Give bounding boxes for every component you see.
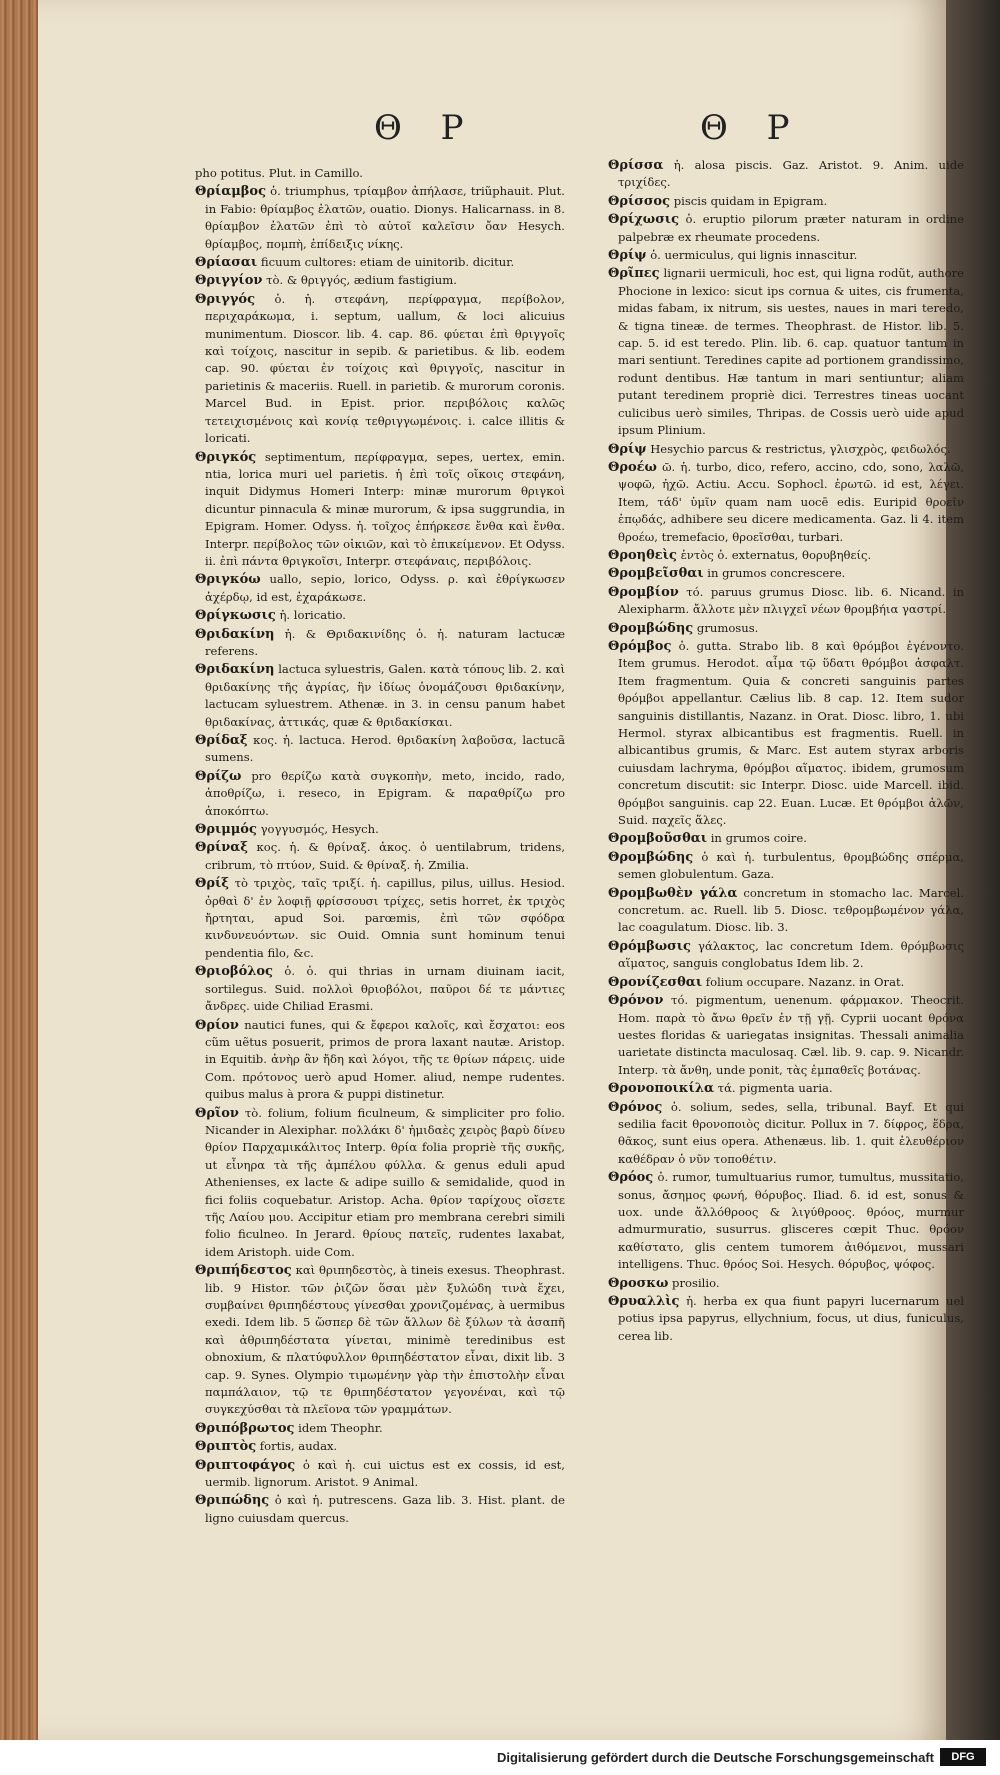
entry-definition: τὸ. folium, folium ficulneum, & simpliciter pro folio. Nicander in Alexiphar. πολλάκι δ' ἡμιδαὲς χειρὸς βαρὺ δίνευ θρίον Παρχαμικάλιτος Interp. θρία folia propriè τῆς συκῆς, ut εἶνηρα τὰ τῆς ἀμπέλου φύλλα. & genus eduli apud Athenienses, ex lacte & adipe suillo & semidalide, quod in fici foliis coquebatur. Aristop. Acha. θρίον ταρίχους οἴσετε τῆς Λαίου μου. Accipitur etiam pro membrana cerebri simili folio ficulneo. In Jerard. θρίους πατεῖς, rudentes laxabat, idem Aristoph. uide Com.: [205, 1105, 565, 1259]
entry-definition: pro θερίζω κατὰ συγκοπὴν, meto, incido, rado, ἀποθρίζω, i. reseco, in Epigram. & παραθρίζω pro ἀποκόπτω.: [205, 768, 566, 818]
dictionary-entry: [608, 211, 964, 246]
entry-definition: ὁ. rumor, tumultuarius rumor, tumultus, mussitatio, sonus, ἄσημος φωνή, θόρυβος. Iliad. δ. id est, sonus & uox. unde ἄλλόθροος & λιγύθροος. θρόος, murmur admurmuratio, susurrus. glisceres cœpit Thuc. θρόον καθίστατο, glis centem tumorem ἀιθόμενοι, mussari intelligens. Thuc. θρόος Soi. Hesych. θόρυβος, ψόφος.: [618, 1170, 964, 1272]
entry-headword: Θρίον: [195, 1017, 239, 1033]
entry-definition: Hesychio parcus & restrictus, γλισχρὸς, φειδωλός.: [650, 441, 951, 456]
entry-definition: ὁ. gutta. Strabo lib. 8 καὶ θρόμβοι ἐγένοντο. Item grumus. Herodot. αἷμα τῷ ὕδατι θρόμβοι ἀσφαλτ. Item fragmentum. Quia & concreti sanguinis partes θρόμβοι appellantur. Cælius lib. 8 cap. 12. Item sudor sanguinis distillantis, Nazanz. in Orat. Diosc. libro, 1. ubi Hermol. styrax albicantibus est fragmentis. Ruell. in albicantibus grumis, & Marc. Est autem styrax arboris cuiusdam lachryma, θρόμβοι αἵματος. ibidem, grumosum concretum discutit: sic Interpr. Diosc. uide Marcell. ibid. θρόμβοι sanguinis. cap 22. Euan. Lucæ. Et θρόμβοι ἁλῶν, Suid. παχεῖς ἅλες.: [618, 638, 964, 828]
dictionary-entry: [608, 849, 964, 884]
right-column: [608, 157, 964, 1346]
entry-headword: Θρῖπες: [608, 266, 660, 282]
dictionary-entry: [608, 1275, 964, 1292]
entry-headword: Θριδακίνη: [195, 626, 275, 642]
entry-definition: κος. ἡ. & θρίναξ. ἀκος. ὁ uentilabrum, tridens, cribrum, τὸ πτύον, Suid. & θρίναξ. ἡ. Zmilia.: [205, 840, 566, 872]
entry-headword: Θριγκόω: [195, 572, 261, 588]
entry-headword: Θριγκός: [195, 449, 257, 465]
dictionary-entry: [608, 459, 964, 546]
dictionary-entry: [608, 1293, 964, 1345]
left-column: [195, 165, 565, 1528]
entry-headword: Θρόος: [608, 1170, 654, 1186]
entry-headword: Θριπώδης: [195, 1493, 270, 1509]
dictionary-entry: [195, 183, 565, 253]
entry-headword: Θρίζω: [195, 768, 242, 784]
entry-headword: Θρόμβωσις: [608, 938, 691, 954]
entry-definition: folium occupare. Nazanz. in Orat.: [705, 974, 905, 989]
entry-definition: ὁ καὶ ἡ. putrescens. Gaza lib. 3. Hist. plant. de ligno cuiusdam quercus.: [205, 1493, 565, 1525]
entry-definition: uallo, sepio, lorico, Odyss. ρ. καὶ ἐθρίγκωσεν ἀχέρδῳ, id est, ἐχαράκωσε.: [205, 572, 565, 604]
dictionary-entry: [195, 607, 565, 624]
entry-headword: Θριπήδεστος: [195, 1263, 292, 1279]
funding-credit: Digitalisierung gefördert durch die Deutsche Forschungsgemeinschaft: [496, 1750, 934, 1765]
entry-headword: Θρόνον: [608, 993, 664, 1009]
entry-headword: Θρομβεῖσθαι: [608, 566, 704, 582]
footer-bar: [0, 1740, 1000, 1775]
entry-definition: piscis quidam in Epigram.: [673, 193, 828, 208]
dictionary-entry: [195, 626, 565, 661]
entry-definition: γογγυσμός, Hesych.: [260, 822, 379, 837]
entry-definition: grumosus.: [696, 620, 759, 635]
entry-headword: Θρίσσα: [608, 158, 664, 173]
dictionary-entry: [195, 1017, 565, 1104]
entry-definition: τὸ τριχὸς, ταῖς τριξί. ἡ. capillus, pilus, uillus. Hesiod. ὀρθαὶ δ' ἐν λοφιῇ φρίσσουσι τρίχες, setis horret, ἐκ τριχὸς ἤρτηται, apud Soi. parœmis, ἐπὶ τῶν σφόδρα κινδυνευόντων. sic Ouid. Omnia sunt hominum tenui pendentia filo, &c.: [205, 876, 566, 960]
dictionary-entry: [195, 254, 565, 271]
dictionary-entry: [608, 565, 964, 582]
dictionary-entry: [195, 661, 565, 731]
entry-definition: ῶ. ἡ. turbo, dico, refero, accino, cdo, sono, λαλῶ, ψοφῶ, ἠχῶ. Actiu. Accu. Sophocl. ἐρωτῶ. id est, λέγει. Item, τάδ' ὑμῖν quam nam uocē edis. Euripid θροεῖν ἐπῳδάς, adhibere seu dicere medicamenta. Gaz. li 4. item θροέω, tremefacio, θροεῖσθαι, turbari.: [618, 459, 965, 544]
book-page-edges: [0, 0, 38, 1775]
dictionary-entry: [195, 1492, 565, 1527]
dictionary-entry: [608, 584, 964, 619]
entry-headword: Θρίδαξ: [195, 733, 248, 748]
entry-definition: in grumos coire.: [710, 831, 807, 846]
dictionary-entry: [195, 272, 565, 289]
entry-definition: ficuum cultores: etiam de uinitorib. dicitur.: [260, 255, 515, 270]
entry-headword: Θριοβόλος: [195, 964, 273, 980]
entry-definition: ὁ καὶ ἡ. cui uictus est ex cossis, id est, uermib. lignorum. Aristot. 9 Animal.: [205, 1457, 565, 1490]
entry-definition: septimentum, περίφραγμα, sepes, uertex, emin. ntia, lorica muri uel parietis. ἡ ἐπὶ τοῖς οἴκοις στεφάνη, inquit Didymus Homeri Interp: minæ murorum θριγκοὶ dicuntur pinnacula & minæ murorum, & ipsa suggrundia, in Epigram. Homer. Odyss. ἡ. τοῖχος ἐπήρκεσε ἔνθα καὶ ἔνθα. Interpr. περίβολος τῶν οἰκιῶν, καὶ τὸ ἐπικείμενον. Et Odyss. ii. ἐπὶ πάντα θριγκοῖσι, Interpr. στεφάναις, περιβόλοις.: [205, 449, 566, 568]
dictionary-entry: [608, 974, 964, 991]
entry-headword: Θρίγκωσις: [195, 608, 276, 624]
dictionary-entry: [195, 1262, 565, 1419]
dictionary-entry: [195, 571, 565, 606]
entry-headword: Θρόμβος: [608, 638, 672, 654]
dictionary-entry: [608, 157, 964, 192]
entry-definition: τό. pigmentum, uenenum. φάρμακον. Theocrit. Hom. παρὰ τὸ ἄνω θρεῖν ἐν τῇ γῇ. Cyprii uocant θρόνα uestes floridas & uariegatas insignitas. Thessali animalia uarietate distincta maculosaq. Cæl. lib. 9. cap. 9. Nicandr. Interp. τὰ ἄνθη, unde ponit, τὰς ἐμπαθεῖς βοτάνας.: [618, 993, 965, 1077]
entry-definition: nautici funes, qui & ἔφεροι καλοῖς, καὶ ἔσχατοι: eos cũm uẽtus posuerit, primos de prora laxant nautæ. Aristop. in Equitib. ἀνὴρ ἂν ἤδη καὶ λόγοι, τῆς τε θρίων πάρεις. uide Com. πρότονος uerò apud Homer. aliud, nempe rudentes. quibus malus à prora & puppi distinetur.: [205, 1017, 565, 1102]
entry-definition: ὁ. uermiculus, qui lignis innascitur.: [650, 248, 858, 263]
dictionary-entry: [195, 1457, 565, 1492]
entry-definition: ἡ. herba ex qua fiunt papyri lucernarum uel potius ipsa papyrus, ellychnium, focus, ut dius, funiculus, cerea lib.: [618, 1294, 965, 1343]
entry-definition: τά. pigmenta uaria.: [717, 1081, 833, 1096]
entry-headword: Θρονίζεσθαι: [608, 974, 703, 990]
dictionary-entry: [608, 193, 964, 210]
entry-headword: Θρίαμβος: [195, 184, 266, 200]
dictionary-entry: [195, 732, 565, 767]
entry-headword: Θροηθεὶς: [608, 547, 677, 563]
page-header-left: Θ Ρ: [374, 108, 478, 148]
dictionary-entry: [608, 247, 964, 264]
page-header-right: Θ Ρ: [700, 108, 804, 148]
dictionary-entry: [195, 963, 565, 1015]
dictionary-entry: [195, 875, 565, 962]
entry-headword: Θρίασαι: [195, 255, 258, 271]
dictionary-entry: [608, 830, 964, 847]
entry-headword: Θρομβωθὲν γάλα: [608, 885, 738, 901]
dictionary-entry: [608, 938, 964, 973]
entry-headword: Θροσκω: [608, 1275, 669, 1291]
entry-headword: Θρονοποικίλα: [608, 1081, 714, 1097]
entry-headword: Θρομβώδης: [608, 849, 694, 865]
entry-headword: Θριγγίον: [195, 273, 263, 289]
entry-headword: Θρυαλλὶς: [608, 1294, 680, 1309]
entry-definition: concretum in stomacho lac. Marcel. concretum. ac. Ruell. lib 5. Diosc. τεθρομβωμένον γάλα, lac coagulatum. Diosc. lib. 3.: [618, 885, 965, 935]
entry-headword: Θριδακίνη: [195, 662, 275, 678]
entry-headword: Θρίψ: [608, 441, 647, 457]
entry-headword: Θριπτοφάγος: [195, 1457, 296, 1473]
entry-definition: in grumos concrescere.: [707, 566, 846, 581]
entry-headword: Θρῖον: [195, 1105, 239, 1121]
entry-headword: Θρομβώδης: [608, 620, 694, 636]
dictionary-entry: [608, 1099, 964, 1169]
dictionary-entry: [608, 620, 964, 637]
dictionary-entry: [195, 768, 565, 820]
dictionary-entry: [608, 885, 964, 937]
dictionary-entry: [608, 992, 964, 1079]
entry-definition: κος. ἡ. lactuca. Herod. θριδακίνη λαβοῦσα, lactucã sumens.: [205, 733, 565, 765]
dictionary-entry: [195, 291, 565, 448]
entry-headword: Θρομβίον: [608, 584, 679, 600]
dictionary-entry: [195, 1438, 565, 1455]
entry-definition: pho potitus. Plut. in Camillo.: [195, 166, 363, 180]
entry-definition: ἡ. alosa piscis. Gaz. Aristot. 9. Anim. uide τριχίδες.: [618, 158, 965, 190]
dictionary-entry: [608, 265, 964, 439]
dictionary-entry: [195, 165, 565, 182]
dictionary-entry: [608, 547, 964, 564]
entry-definition: ὁ. ἡ. στεφάνη, περίφραγμα, περίβολον, περιχαράκωμα, i. septum, uallum, & loci alicuius munimentum. Dioscor. lib. 4. cap. 86. φύεται ἐπὶ θριγγοῖς καὶ τοίχοις, nascitur in sepib. & parietibus. & lib. eodem cap. 90. φύεται ἐν τοίχοις καὶ θριγγοῖς, nascitur in parietinis & maceriis. Ruell. in parietib. & murorum coronis. Marcel Bud. in Epist. prior. περιβόλοις καλῶς τετειχισμένοις καὶ κονίᾳ τεθριγγωμένοις. i. calce illitis & loricati.: [205, 291, 565, 446]
dictionary-entry: [195, 449, 565, 571]
entry-headword: Θρίψ: [608, 248, 647, 264]
entry-headword: Θρίχωσις: [608, 212, 679, 228]
entry-definition: prosilio.: [672, 1275, 720, 1290]
entry-headword: Θρόνος: [608, 1099, 663, 1115]
entry-headword: Θρίσσος: [608, 193, 671, 209]
entry-headword: Θριπόβρωτος: [195, 1420, 295, 1436]
entry-definition: τό. paruus grumus Diosc. lib. 6. Nicand. in Alexipharm. ἄλλοτε μὲν πλιγχεῖ νέων θρομβήια γαστρί.: [618, 584, 964, 617]
entry-definition: ἐντὸς ὁ. externatus, θορυβηθείς.: [680, 547, 872, 562]
entry-definition: ὁ. solium, sedes, sella, tribunal. Bayf. Et qui sedilia facit θρονοποιὸς dicitur. Pollux in 7. δίφρος, ἕδρα, θᾶκος, sunt eius opera. Athenæus. lib. 1. quit ἐλευθέριον καθέδραν ὁ νῦν τοποθέτιν.: [618, 1099, 965, 1166]
dictionary-entry: [195, 1105, 565, 1262]
entry-headword: Θριμμός: [195, 822, 257, 838]
entry-definition: fortis, audax.: [259, 1439, 338, 1454]
entry-headword: Θριγγός: [195, 291, 256, 307]
entry-headword: Θρίναξ: [195, 840, 248, 856]
entry-definition: ὁ καὶ ἡ. turbulentus, θρομβώδης σπέρμα, semen globulentum. Gaza.: [618, 849, 964, 882]
entry-definition: γάλακτος, lac concretum Idem. θρόμβωσις αἵματος, sanguis conglobatus Idem lib. 2.: [618, 938, 965, 971]
entry-headword: Θροέω: [608, 459, 657, 475]
entry-definition: καὶ θριπηδεστὸς, à tineis exesus. Theophrast. lib. 9 Histor. τῶν ῥιζῶν ὅσαι μὲν ξυλώδη τινὰ ἔχει, συμβαίνει θριπηδέστους γίνεσθαι χρονιζομένας, à uermibus exedi. Idem lib. 5 ὥσπερ δὲ τῶν ἄλλων δὲ ξύλων τὰ ἀσαπῆ καὶ ἀθριπηδέστατα γίνεται, minimè teredinibus est obnoxium, & πλατύφυλλον θριπηδέστατον εἶναι, dixit lib. 3 cap. 9. Synes. Olympio τιμωμένην γὰρ τὴν ἐπιστολὴν εἶναι παμπάλαιον, τῷ τε θριπηδέστατον γεγονέναι, καὶ τῷ συγκεχύσθαι τὰ πλεῖονα τῶν γραμμάτων.: [205, 1263, 566, 1417]
dictionary-entry: [608, 1169, 964, 1273]
entry-definition: ὁ. triumphus, τρίαμβον ἀπήλασε, triũphauit. Plut. in Fabio: θρίαμβος ἐλατῶν, ouatio. Dionys. Halicarnass. in 8. θρίαμβον ἐλατῶν ἐπὶ τὸ αὐτοῖ καλεῖσιν ὄαν Hesych. θρίαμβος, πομπὴ, ἐπίδειξις νίκης.: [205, 184, 565, 251]
entry-headword: Θρίξ: [195, 876, 229, 892]
entry-headword: Θρομβοῦσθαι: [608, 831, 708, 847]
entry-definition: ὁ. ὁ. qui thrias in urnam diuinam iacit, sortilegus. Suid. πολλοὶ θριοβόλοι, παῦροι δέ τε μάντιες ἄνδρες. uide Chiliad Erasmi.: [205, 964, 565, 1014]
entry-headword: Θριπτὸς: [195, 1439, 257, 1455]
entry-definition: lactuca syluestris, Galen. κατὰ τόπους lib. 2. καὶ θριδακίνης τῆς ἀγρίας, ἣν ἰδίως ὀνομάζουσι θριδακίνην, lactucam syluestrem. Athenæ. in 3. in censu panum habet θριδακίνας, ἀττικάς, quæ & θριδακίσκαι.: [205, 662, 565, 729]
dictionary-entry: [195, 839, 565, 874]
entry-definition: lignarii uermiculi, hoc est, qui ligna rodũt, authore Phocione in lexico: sicut ips cornua & uites, cis frumenta, midas fabam, ix nitrum, sis uestes, naues in mari teredo, & tigna tineæ. de termes. Theophrast. de Histor. lib. 5. cap. 5. id est teredo. Plin. lib. 6. cap. quatuor tantum in mari sentiunt. Teredines capite ad portionem grandissimo, rodunt dentibus. Hæ tantum in mari sentiuntur; aliam putant teredinem propriè dici. Terrestres tineas uocant culicibus uerò similes, Thripas. de Cossis uerò uide apud ipsum Plinium.: [618, 266, 965, 438]
entry-definition: ἡ. & Θριδακινίδης ὁ. ἡ. naturam lactucæ referens.: [205, 626, 565, 658]
dictionary-entry: [608, 1080, 964, 1097]
entry-definition: τὸ. & θριγγός, ædium fastigium.: [266, 273, 457, 288]
entry-definition: ἡ. loricatio.: [279, 608, 346, 623]
dictionary-entry: [195, 1420, 565, 1437]
dictionary-entry: [608, 441, 964, 458]
dictionary-entry: [195, 821, 565, 838]
dictionary-entry: [608, 638, 964, 829]
entry-definition: ὁ. eruptio pilorum præter naturam in ordine palpebræ ex rheumate procedens.: [618, 212, 964, 244]
dfg-logo: DFG: [940, 1748, 986, 1766]
entry-definition: idem Theophr.: [298, 1420, 383, 1435]
